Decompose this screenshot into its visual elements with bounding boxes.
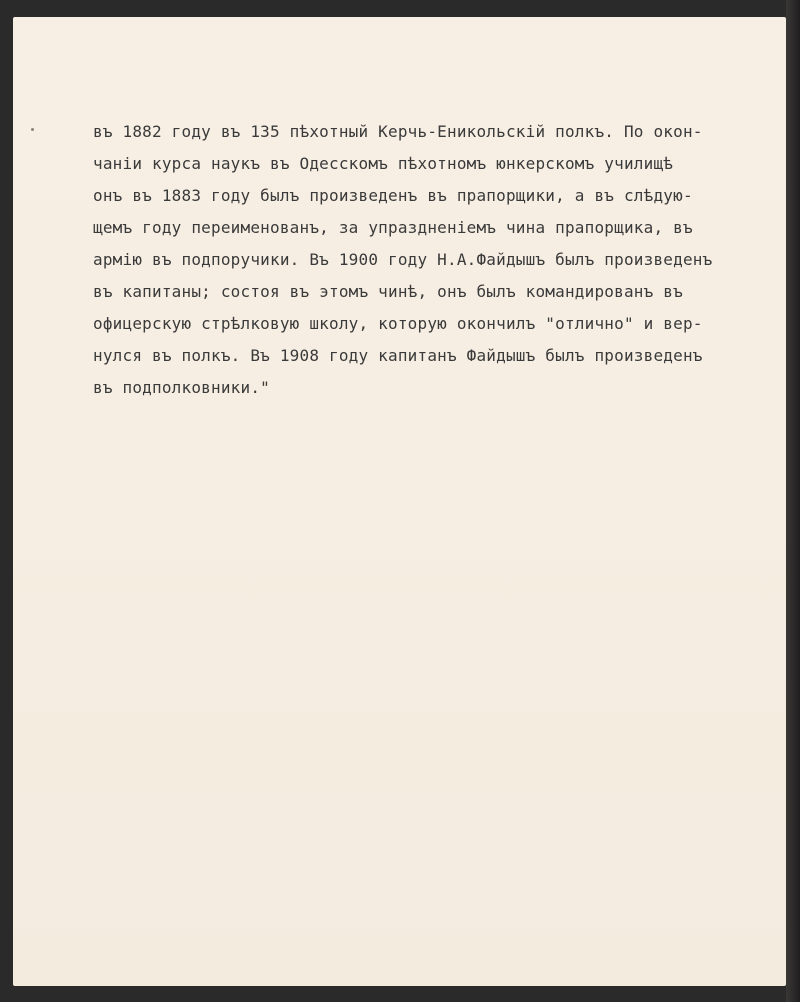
- text-line: чанiи курса наукъ въ Одесскомъ пѣхотномъ юнкерскомъ училищѣ: [93, 154, 674, 173]
- paper-speck: [31, 128, 34, 131]
- text-line: въ 1882 году въ 135 пѣхотный Керчь-Еникольскiй полкъ. По окон-: [93, 122, 703, 141]
- text-line: армiю въ подпоручики. Въ 1900 году Н.А.Файдышъ былъ произведенъ: [93, 250, 713, 269]
- typewritten-text: [93, 116, 773, 404]
- text-line: онъ въ 1883 году былъ произведенъ въ прапорщики, а въ слѣдую-: [93, 186, 693, 205]
- right-edge-strip: [786, 0, 800, 1002]
- text-line: въ подполковники.": [93, 378, 270, 397]
- text-line: щемъ году переименованъ, за упраздненiемъ чина прапорщика, въ: [93, 218, 693, 237]
- text-line: нулся въ полкъ. Въ 1908 году капитанъ Файдышъ былъ произведенъ: [93, 346, 703, 365]
- text-line: офицерскую стрѣлковую школу, которую окончилъ "отлично" и вер-: [93, 314, 703, 333]
- text-line: въ капитаны; состоя въ этомъ чинѣ, онъ былъ командированъ въ: [93, 282, 683, 301]
